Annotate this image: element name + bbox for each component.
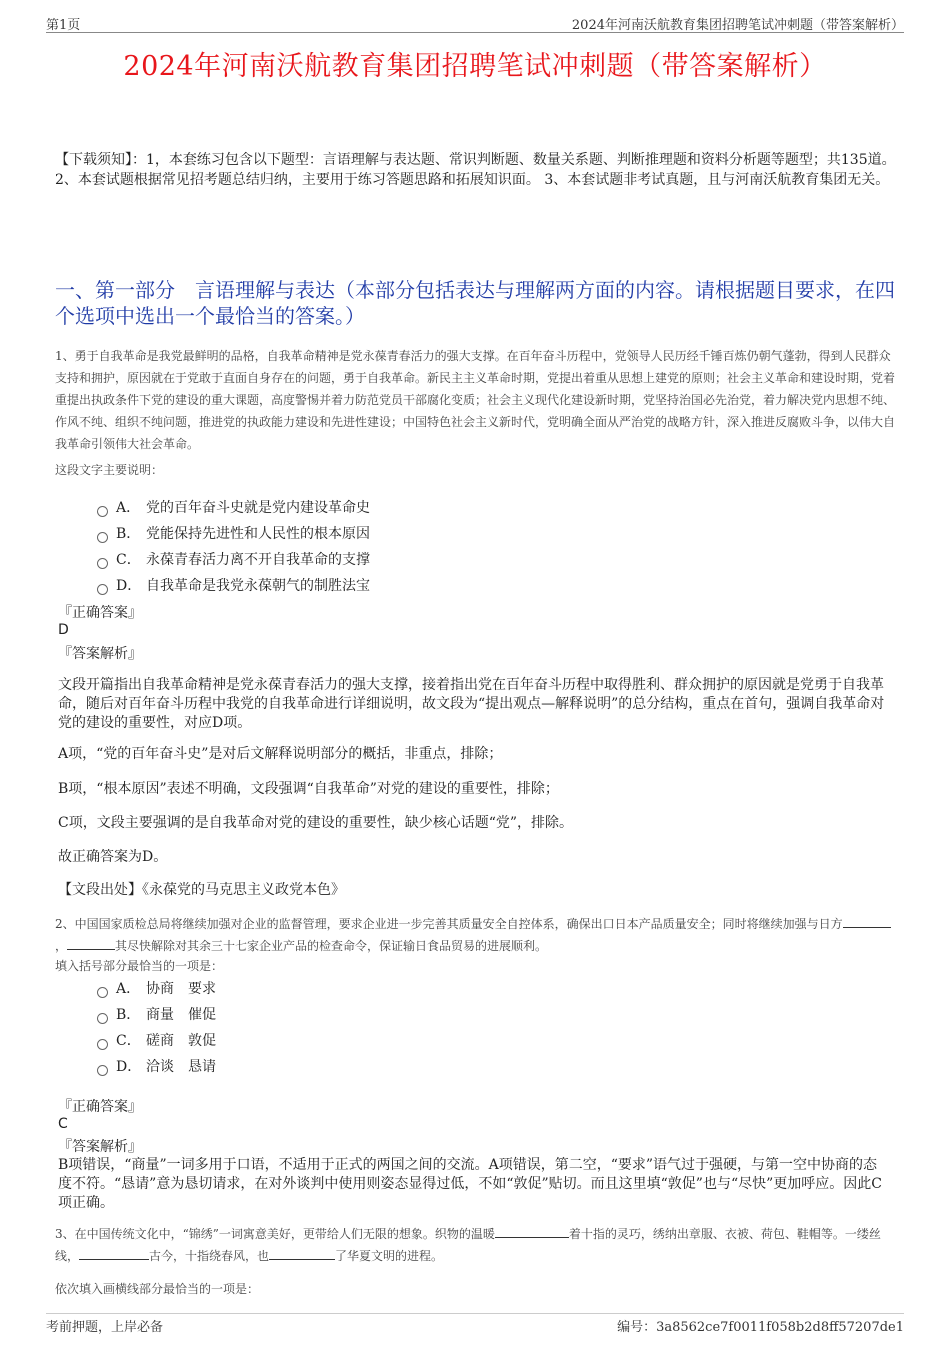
radio-icon[interactable]: [97, 1013, 108, 1024]
q1-option-d[interactable]: D． 自我革命是我党永葆朝气的制胜法宝: [97, 575, 370, 595]
q2-stem: 2、中国国家质检总局将继续加强对企业的监督管理，要求企业进一步完善其质量安全自控体系，确保出口日本产品质量安全；同时将继续加强与日方， 其尽快解除对其余三十七家企业产品的检查命令，保证输日食品贸易的进展顺利。: [55, 913, 895, 957]
blank-1: [495, 1225, 569, 1238]
q1-analysis-b: B项，“根本原因”表述不明确，文段强调“自我革命”对党的建设的重要性，排除；: [58, 781, 559, 797]
q3-prompt: 依次填入画横线部分最恰当的一项是：: [55, 1282, 260, 1296]
download-notice: 【下载须知】：1，本套练习包含以下题型：言语理解与表达题、常识判断题、数量关系题、判断推理题和资料分析题等题型；共135道。 2、本套试题根据常见招考题总结归纳，主要用于练习答题思路和拓展知识面。 3、本套试题非考试真题，且与河南沃航教育集团无关。: [55, 152, 896, 188]
q2-option-b[interactable]: B． 商量 催促: [97, 1004, 216, 1024]
q2-analysis-text: B项错误，“商量”一词多用于口语，不适用于正式的两国之间的交流。A项错误，第二空，“要求”语气过于强硬，与第一空中协商的态度不符。“恳请”意为恳切请求，在对外谈判中使用则姿态显得过低，不如“敦促”贴切。而且这里填“敦促”也与“尽快”更加呼应。因此C项正确。: [58, 1157, 882, 1211]
q3-stem: 3、在中国传统文化中，“锦绣”一词寓意美好，更带给人们无限的想象。织物的温暖 着十指的灵巧，绣纳出章服、衣被、荷包、鞋帽等。一缕丝线， 古今，十指绕春风，也 了华夏文明的进程。: [55, 1227, 881, 1263]
page-title: 2024年河南沃航教育集团招聘笔试冲刺题（带答案解析）: [123, 51, 827, 82]
radio-icon[interactable]: [97, 1039, 108, 1050]
q1-conclusion: 故正确答案为D。: [58, 849, 168, 865]
q1-option-c[interactable]: C． 永葆青春活力离不开自我革命的支撑: [97, 549, 370, 569]
q2-answer: C: [58, 1116, 68, 1132]
header-doc-title: 2024年河南沃航教育集团招聘笔试冲刺题（带答案解析）: [571, 18, 904, 33]
radio-icon[interactable]: [97, 1065, 108, 1076]
blank-2: [79, 1247, 149, 1260]
blank-3: [269, 1247, 335, 1260]
q1-analysis-label: 『答案解析』: [58, 646, 142, 662]
q2-option-d[interactable]: D． 洽谈 恳请: [97, 1056, 216, 1076]
q1-analysis-text: 文段开篇指出自我革命精神是党永葆青春活力的强大支撑，接着指出党在百年奋斗历程中取得胜利、群众拥护的原因就是党勇于自我革命，随后对百年奋斗历程中我党的自我革命进行详细说明，故文段为“提出观点—解释说明”的总分结构，重点在首句，强调自我革命对党的建设的重要性，对应D项。: [58, 677, 885, 731]
q2-option-c[interactable]: C． 磋商 敦促: [97, 1030, 216, 1050]
radio-icon[interactable]: [97, 506, 108, 517]
q1-prompt: 这段文字主要说明：: [55, 463, 164, 477]
q2-answer-label: 『正确答案』: [58, 1099, 142, 1115]
q1-analysis-c: C项，文段主要强调的是自我革命对党的建设的重要性，缺少核心话题“党”，排除。: [58, 815, 574, 831]
page-number: 第1页: [46, 18, 81, 33]
blank-1: [843, 915, 891, 928]
q1-answer-label: 『正确答案』: [58, 605, 142, 621]
footer-doc-id: 编号：3a8562ce7f0011f058b2d8ff57207de1: [617, 1320, 904, 1335]
radio-icon[interactable]: [97, 987, 108, 998]
q2-analysis-label: 『答案解析』: [58, 1139, 142, 1155]
q1-option-a[interactable]: A． 党的百年奋斗史就是党内建设革命史: [97, 497, 370, 517]
radio-icon[interactable]: [97, 532, 108, 543]
section-title: 一、第一部分 言语理解与表达（本部分包括表达与理解两方面的内容。请根据题目要求，在四个选项中选出一个最恰当的答案。）: [55, 278, 895, 328]
q1-option-b[interactable]: B． 党能保持先进性和人民性的根本原因: [97, 523, 370, 543]
q2-option-a[interactable]: A． 协商 要求: [97, 978, 216, 998]
radio-icon[interactable]: [97, 558, 108, 569]
radio-icon[interactable]: [97, 584, 108, 595]
blank-2: [67, 937, 115, 950]
q1-analysis-a: A项，“党的百年奋斗史”是对后文解释说明部分的概括，非重点，排除；: [58, 746, 503, 762]
q2-prompt: 填入括号部分最恰当的一项是：: [55, 959, 224, 973]
page-footer: [46, 1313, 904, 1335]
q1-stem: 1、勇于自我革命是我党最鲜明的品格，自我革命精神是党永葆青春活力的强大支撑。在百年奋斗历程中，党领导人民历经千锤百炼仍朝气蓬勃，得到人民群众支持和拥护，原因就在于党敢于直面自身存在的问题，勇于自我革命。新民主主义革命时期，党提出着重从思想上建党的原则；社会主义革命和建设时期，党着重提出执政条件下党的建设的重大课题，高度警惕并着力防范党员干部腐化变质；社会主义现代化建设新时期，党坚持治国必先治党，着力解决党内思想不纯、作风不纯、组织不纯问题，推进党的执政能力建设和先进性建设；中国特色社会主义新时代，党明确全面从严治党的战略方针，深入推进反腐败斗争，以伟大自我革命引领伟大社会革命。: [55, 349, 896, 451]
q1-answer: D: [58, 622, 69, 638]
q1-source: 【文段出处】《永葆党的马克思主义政党本色》: [58, 882, 345, 898]
footer-slogan: 考前押题，上岸必备: [46, 1320, 164, 1335]
page-header: [46, 12, 904, 33]
